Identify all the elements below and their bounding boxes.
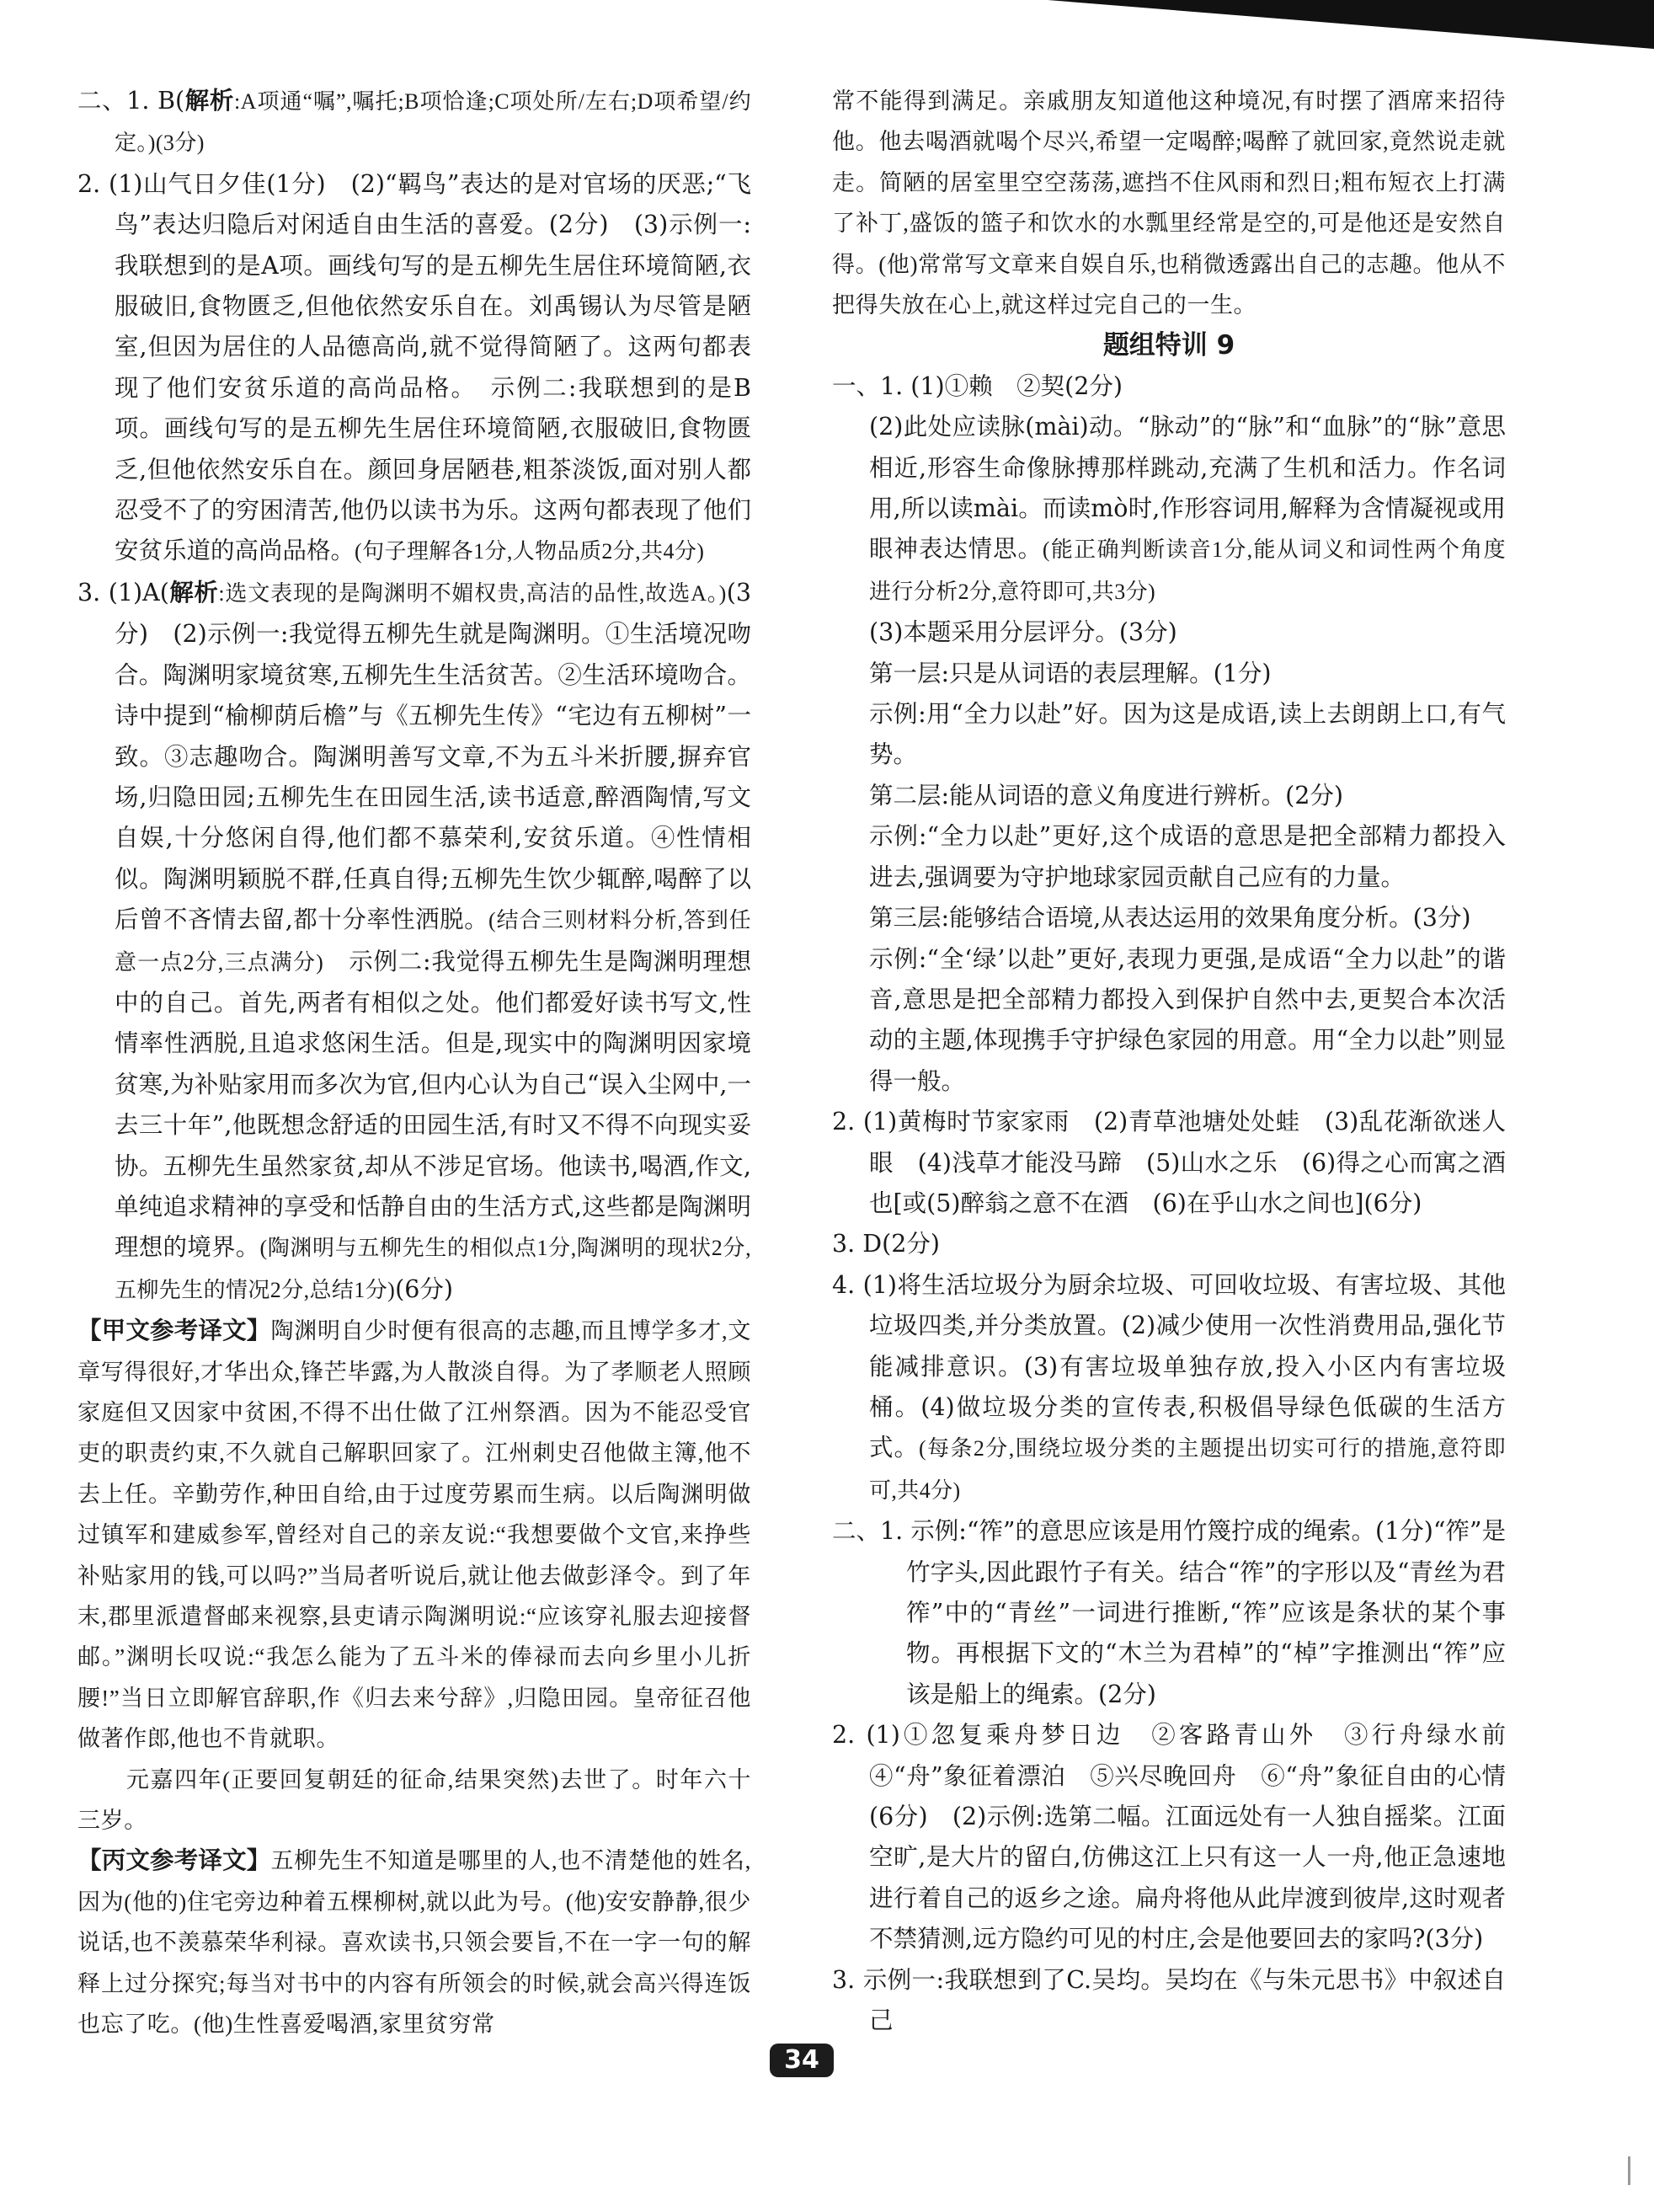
translation-bing-continued: 常不能得到满足。亲戚朋友知道他这种境况,有时摆了酒席来招待他。他去喝酒就喝个尽兴,希望一定喝醉;喝醉了就回家,竟然说走就走。简陋的居室里空空荡荡,遮挡不住风雨和烈日;粗布短衣上打满了补丁,盛饭的篮子和饮水的水瓢里经常是空的,可是他还是安然自得。(他)常常写文章来自娱自乐,也稍微透露出自己的志趣。他从不把得失放在心上,就这样过完自己的一生。 (832, 88, 1506, 318)
answer-1-1: 一、1. (1)①赖 ②契(2分) (832, 371, 1123, 400)
layer-2-example: 示例:“全力以赴”更好,这个成语的意思是把全部精力都投入进去,强调要为守护地球家园贡献自己应有的力量。 (869, 822, 1506, 891)
page-edge-mark (1628, 2156, 1630, 2185)
translation-jia-text: 陶渊明自少时便有很高的志趣,而且博学多才,文章写得很好,才华出众,锋芒毕露,为人散淡自得。为了孝顺老人照顾家庭但又因家中贫困,不得不出仕做了江州祭酒。因为不能忍受官吏的职责约束,不久就自己解职回家了。江州刺史召他做主簿,他不去上任。辛勤劳作,种田自给,由于过度劳累而生病。以后陶渊明做过镇军和建威参军,曾经对自己的亲友说:“我想要做个文官,来挣些补贴家用的钱,可以吗?”当局者听说后,就让他去做彭泽令。到了年末,郡里派遣督邮来视察,县吏请示陶渊明说:“应该穿礼服去迎接督邮。”渊明长叹说:“我怎么能为了五斗米的俸禄而去向乡里小儿折腰!”当日立即解官辞职,作《归去来兮辞》,归隐田园。皇帝征召他做著作郎,他也不肯就职。 (77, 1318, 751, 1752)
answer-2-3-label: 解析 (168, 578, 219, 606)
answer-2b-2: 2. (1)①忽复乘舟梦日边 ②客路青山外 ③行舟绿水前 ④“舟”象征着漂泊 ⑤兴尽晚回舟 ⑥“舟”象征自由的心情(6分) (2)示例:选第二幅。江面远处有一人独自摇桨。江面空旷,是大片的留白,仿佛这江上只有这一人一舟,他正急速地进行着自己的返乡之途。扁舟将他从此岸渡到彼岸,这时观者不禁猜测,远方隐约可见的村庄,会是他要回去的家吗?(3分) (832, 1721, 1530, 1953)
layer-2: 第二层:能从词语的意义角度进行辨析。(2分) (869, 781, 1343, 809)
answer-2-1-text: :A项通“嘱”,嘱托;B项恰逢;C项处所/左右;D项希望/约定。)(3分) (115, 89, 751, 156)
answer-1-1-2-text: (2)此处应读脉(mài)动。“脉动”的“脉”和“血脉”的“脉”意思相近,形容生命像脉搏那样跳动,充满了生机和活力。作名词用,所以读mài。而读mò时,作形容词用,解释为含情凝视或用眼神表达情思。 (869, 413, 1506, 564)
answer-1-1-2-score: (能正确判断读音1分,能从词义和词性两个角度进行分析2分,意符即可,共3分) (869, 537, 1506, 604)
answer-1-2: 2. (1)黄梅时节家家雨 (2)青草池塘处处蛙 (3)乱花渐欲迷人眼 (4)浅草才能没马蹄 (5)山水之乐 (6)得之心而寓之酒也[或(5)醉翁之意不在酒 (6)在乎山水之间也](6分) (832, 1108, 1506, 1217)
answer-1-3: 3. D(2分) (832, 1230, 940, 1258)
answer-2-3-num: 3. (1)A( (77, 578, 169, 606)
layer-1-example: 示例:用“全力以赴”好。因为这是成语,读上去朗朗上口,有气势。 (869, 700, 1506, 769)
translation-bing-label: 【丙文参考译文】 (77, 1846, 271, 1875)
translation-jia (77, 1311, 751, 1759)
answer-2-2-score: (句子理解各1分,人物品质2分,共4分) (355, 539, 705, 564)
page-number: 34 (770, 2044, 834, 2077)
answer-2-3-example2: 示例二:我觉得五柳先生是陶渊明理想中的自己。首先,两者有相似之处。他们都爱好读书写文,性情率性洒脱,且追求悠闲生活。但是,现实中的陶渊明因家境贫寒,为补贴家用而多次为官,但内心认为自己“误入尘网中,一去三十年”,他既想念舒适的田园生活,有时又不得不向现实妥协。五柳先生虽然家贫,却从不涉足官场。他读书,喝酒,作文,单纯追求精神的享受和恬静自由的生活方式,这些都是陶渊明理想的境界。 (115, 947, 752, 1262)
answer-1-4 (832, 1265, 1506, 1511)
answer-2-1-num: 二、1. B( (77, 87, 185, 115)
answer-1-4-text: 4. (1)将生活垃圾分为厨余垃圾、可回收垃圾、有害垃圾、其他垃圾四类,并分类放置。(2)减少使用一次性消费用品,强化节能减排意识。(3)有害垃圾单独存放,投入小区内有害垃圾桶。(4)做垃圾分类的宣传表,积极倡导绿色低碳的生活方式。 (832, 1270, 1506, 1462)
translation-bing-text: 五柳先生不知道是哪里的人,也不清楚他的姓名,因为(他的)住宅旁边种着五棵柳树,就以此为号。(他)安安静静,很少说话,也不羡慕荣华利禄。喜欢读书,只领会要旨,不在一字一句的解释上过分探究;每当对书中的内容有所领会的时候,就会高兴得连饭也忘了吃。(他)生性喜爱喝酒,家里贫穷常 (77, 1848, 751, 2038)
answer-2-2-text: 2. (1)山气日夕佳(1分) (2)“羁鸟”表达的是对官场的厌恶;“飞鸟”表达归隐后对闲适自由生活的喜爱。(2分) (3)示例一:我联想到的是A项。画线句写的是五柳先生居住环境简陋,衣服破旧,食物匮乏,但他依然安乐自在。刘禹锡认为尽管是陋室,但因为居住的人品德高尚,就不觉得简陋了。这两句都表现了他们安贫乐道的高尚品格。 示例二:我联想到的是B项。画线句写的是五柳先生居住环境简陋,衣服破旧,食物匮乏,但他依然安乐自在。颜回身居陋巷,粗茶淡饭,面对别人都忍受不了的穷困清苦,他仍以读书为乐。这两句都表现了他们安贫乐道的高尚品格。 (77, 169, 751, 565)
left-column (77, 81, 751, 2045)
answer-2-1 (77, 81, 751, 164)
layer-3-example: 示例:“全‘绿’以赴”更好,表现力更强,是成语“全力以赴”的谐音,意思是把全部精力都投入到保护自然中去,更契合本次活动的主题,体现携手守护绿色家园的用意。用“全力以赴”则显得一般。 (869, 944, 1506, 1095)
answer-1-1-2 (832, 407, 1506, 612)
answer-2-3-analysis: :选文表现的是陶渊明不媚权贵,高洁的品性,故选A。) (218, 580, 727, 606)
answer-2-3-score-b: (陶渊明与五柳先生的相似点1分,陶渊明的现状2分,五柳先生的情况2分,总结1分) (115, 1236, 751, 1302)
layer-1: 第一层:只是从词语的表层理解。(1分) (869, 659, 1272, 687)
translation-jia-end: 元嘉四年(正要回复朝廷的征命,结果突然)去世了。时年六十三岁。 (77, 1766, 751, 1834)
answer-2-3-score-a: (结合三则材料分析,答到任意一点2分,三点满分) (115, 908, 752, 975)
answer-2-3-body: (3分) (2)示例一:我觉得五柳先生就是陶渊明。①生活境况吻合。陶渊明家境贫寒,五柳先生生活贫苦。②生活环境吻合。诗中提到“榆柳荫后檐”与《五柳先生传》“宅边有五柳树”一致。③志趣吻合。陶渊明善写文章,不为五斗米折腰,摒弃官场,归隐田园;五柳先生在田园生活,读书适意,醉酒陶情,写文自娱,十分悠闲自得,他们都不慕荣利,安贫乐道。④性情相似。陶渊明颖脱不群,任真自得;五柳先生饮少辄醉,喝醉了以后曾不吝情去留,都十分率性洒脱。 (115, 578, 751, 934)
section-title: 题组特训 9 (1102, 330, 1235, 361)
answer-1-1-3: (3)本题采用分层评分。(3分) (869, 618, 1177, 647)
translation-jia-label: 【甲文参考译文】 (77, 1317, 271, 1345)
answer-2b-3: 3. 示例一:我联想到了C.吴均。吴均在《与朱元思书》中叙述自己 (832, 1965, 1506, 2035)
right-column (832, 81, 1530, 2041)
answer-2-3-score-total: (6分) (395, 1274, 454, 1303)
answer-2-2 (77, 164, 751, 573)
translation-bing (77, 1841, 751, 2044)
layer-3: 第三层:能够结合语境,从表达运用的效果角度分析。(3分) (869, 904, 1471, 932)
page-corner-shadow (1048, 0, 1654, 49)
answer-2-3 (77, 573, 751, 1311)
answer-2-1-label: 解析 (184, 87, 235, 115)
answer-1-4-score: (每条2分,围绕垃圾分类的主题提出切实可行的措施,意符即可,共4分) (869, 1436, 1506, 1503)
answer-2b-1: 二、1. 示例:“筰”的意思应该是用竹篾拧成的绳索。(1分)“筰”是竹字头,因此跟竹子有关。结合“筰”的字形以及“青丝为君筰”中的“青丝”一词进行推断,“筰”应该是条状的某个事物。再根据下文的“木兰为君棹”的“棹”字推测出“筰”应该是船上的绳索。(2分) (832, 1517, 1507, 1708)
